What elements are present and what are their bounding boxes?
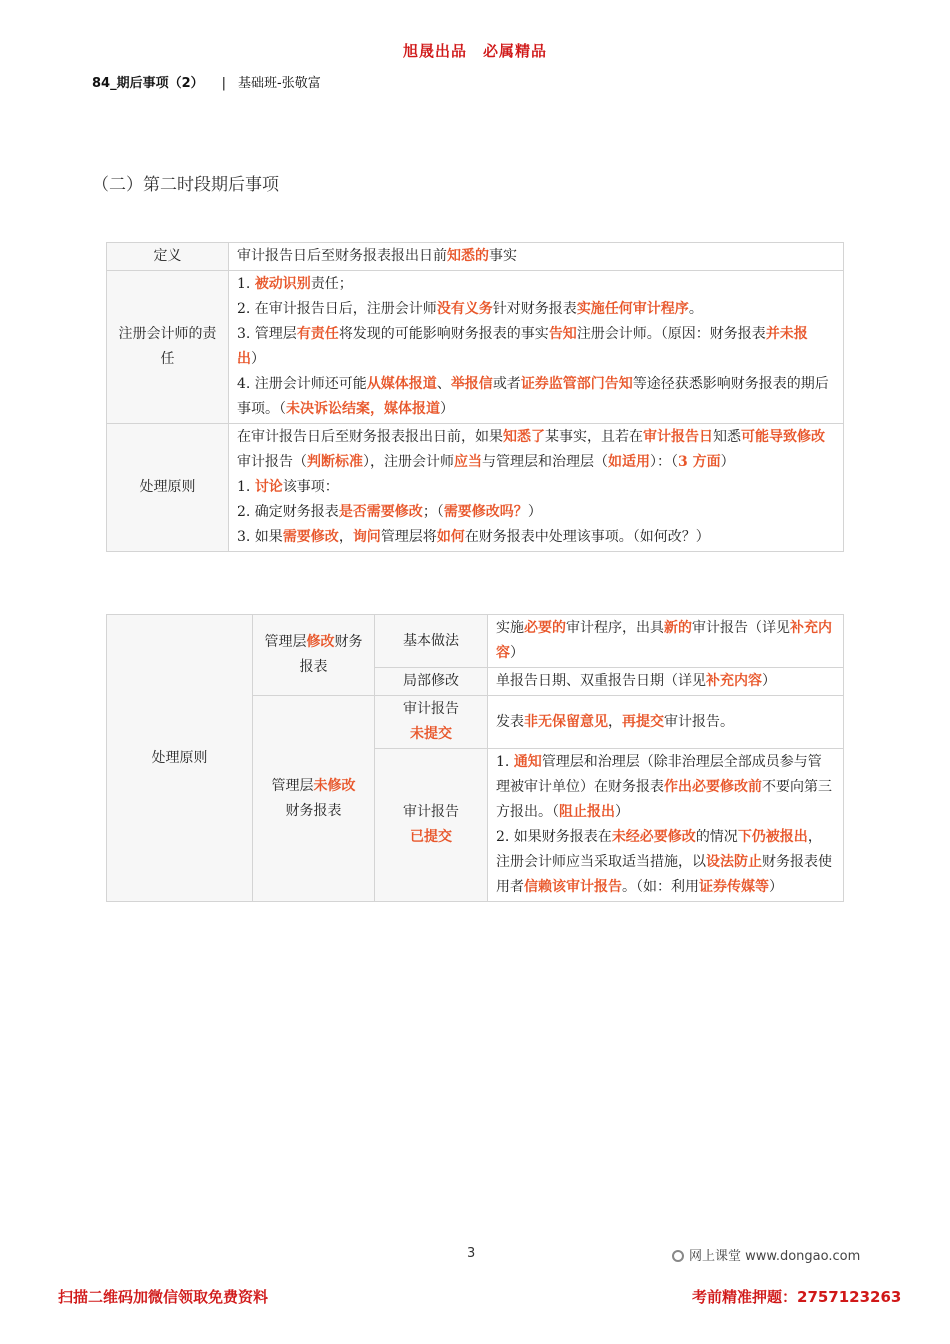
partial-modify-label: 局部修改 [375,668,488,696]
principle-text: 在审计报告日后至财务报表报出日前，如果知悉了某事实，且若在审计报告日知悉可能导致修改审计报告（判断标准），注册会计师应当与管理层和治理层（如适用）：（3 方面） 1. 讨论该事项： 2. 确定财务报表是否需要修改；（需要修改吗？） 3. 如果需要修改，询问管理层将如何在财务报表中处理该事项。（如何改？） [229,424,844,552]
definition-text: 审计报告日后至财务报表报出日前知悉的事实 [229,243,844,271]
unmodified-label: 管理层未修改 财务报表 [253,696,375,902]
handling-principle-label: 处理原则 [107,615,253,902]
teacher-name: 基础班-张敬富 [238,76,321,91]
modified-basic-row [107,615,844,668]
page-number: 3 [467,1246,476,1261]
definition-table [106,242,844,552]
principle-row [107,424,844,552]
not-submitted-label: 审计报告 未提交 [375,696,488,749]
basic-approach-text: 实施必要的审计程序，出具新的审计报告（详见补充内容） [488,615,844,668]
responsibility-text: 1. 被动识别责任； 2. 在审计报告日后，注册会计师没有义务针对财务报表实施任何审计程序。 3. 管理层有责任将发现的可能影响财务报表的事实告知注册会计师。（原因：财务报表并未报出） 4. 注册会计师还可能从媒体报道、举报信或者证券监管部门告知等途径获悉影响财务报表的期后事项。（未决诉讼结案，媒体报道） [229,271,844,424]
modified-label: 管理层修改财务报表 [253,615,375,696]
course-title: 84_期后事项（2） [92,76,204,91]
brand-logo-icon [672,1250,684,1262]
submitted-text: 1. 通知管理层和治理层（除非治理层全部成员参与管理被审计单位）在财务报表作出必要修改前不要向第三方报出。（阻止报出） 2. 如果财务报表在未经必要修改的情况下仍被报出，注册会计师应当采取适当措施，以设法防止财务报表使用者信赖该审计报告。（如：利用证券传媒等） [488,749,844,902]
promo-right: 考前精准押题：2757123263 [692,1288,902,1306]
principle-label: 处理原则 [107,424,229,552]
partial-modify-text: 单报告日期、双重报告日期（详见补充内容） [488,668,844,696]
handling-table [106,614,844,902]
responsibility-row [107,271,844,424]
responsibility-label: 注册会计师的责任 [107,271,229,424]
submitted-label: 审计报告 已提交 [375,749,488,902]
header-separator: | [221,76,227,91]
basic-approach-label: 基本做法 [375,615,488,668]
brand-footer [672,1245,860,1264]
definition-row [107,243,844,271]
promo-left: 扫描二维码加微信领取免费资料 [58,1288,269,1306]
section-title: （二）第二时段期后事项 [92,175,279,195]
definition-label: 定义 [107,243,229,271]
not-submitted-text: 发表非无保留意见，再提交审计报告。 [488,696,844,749]
page-header [92,72,321,91]
brand-text: 网上课堂 www.dongao.com [689,1249,861,1264]
top-banner: 旭晟出品 必属精品 [402,42,547,60]
